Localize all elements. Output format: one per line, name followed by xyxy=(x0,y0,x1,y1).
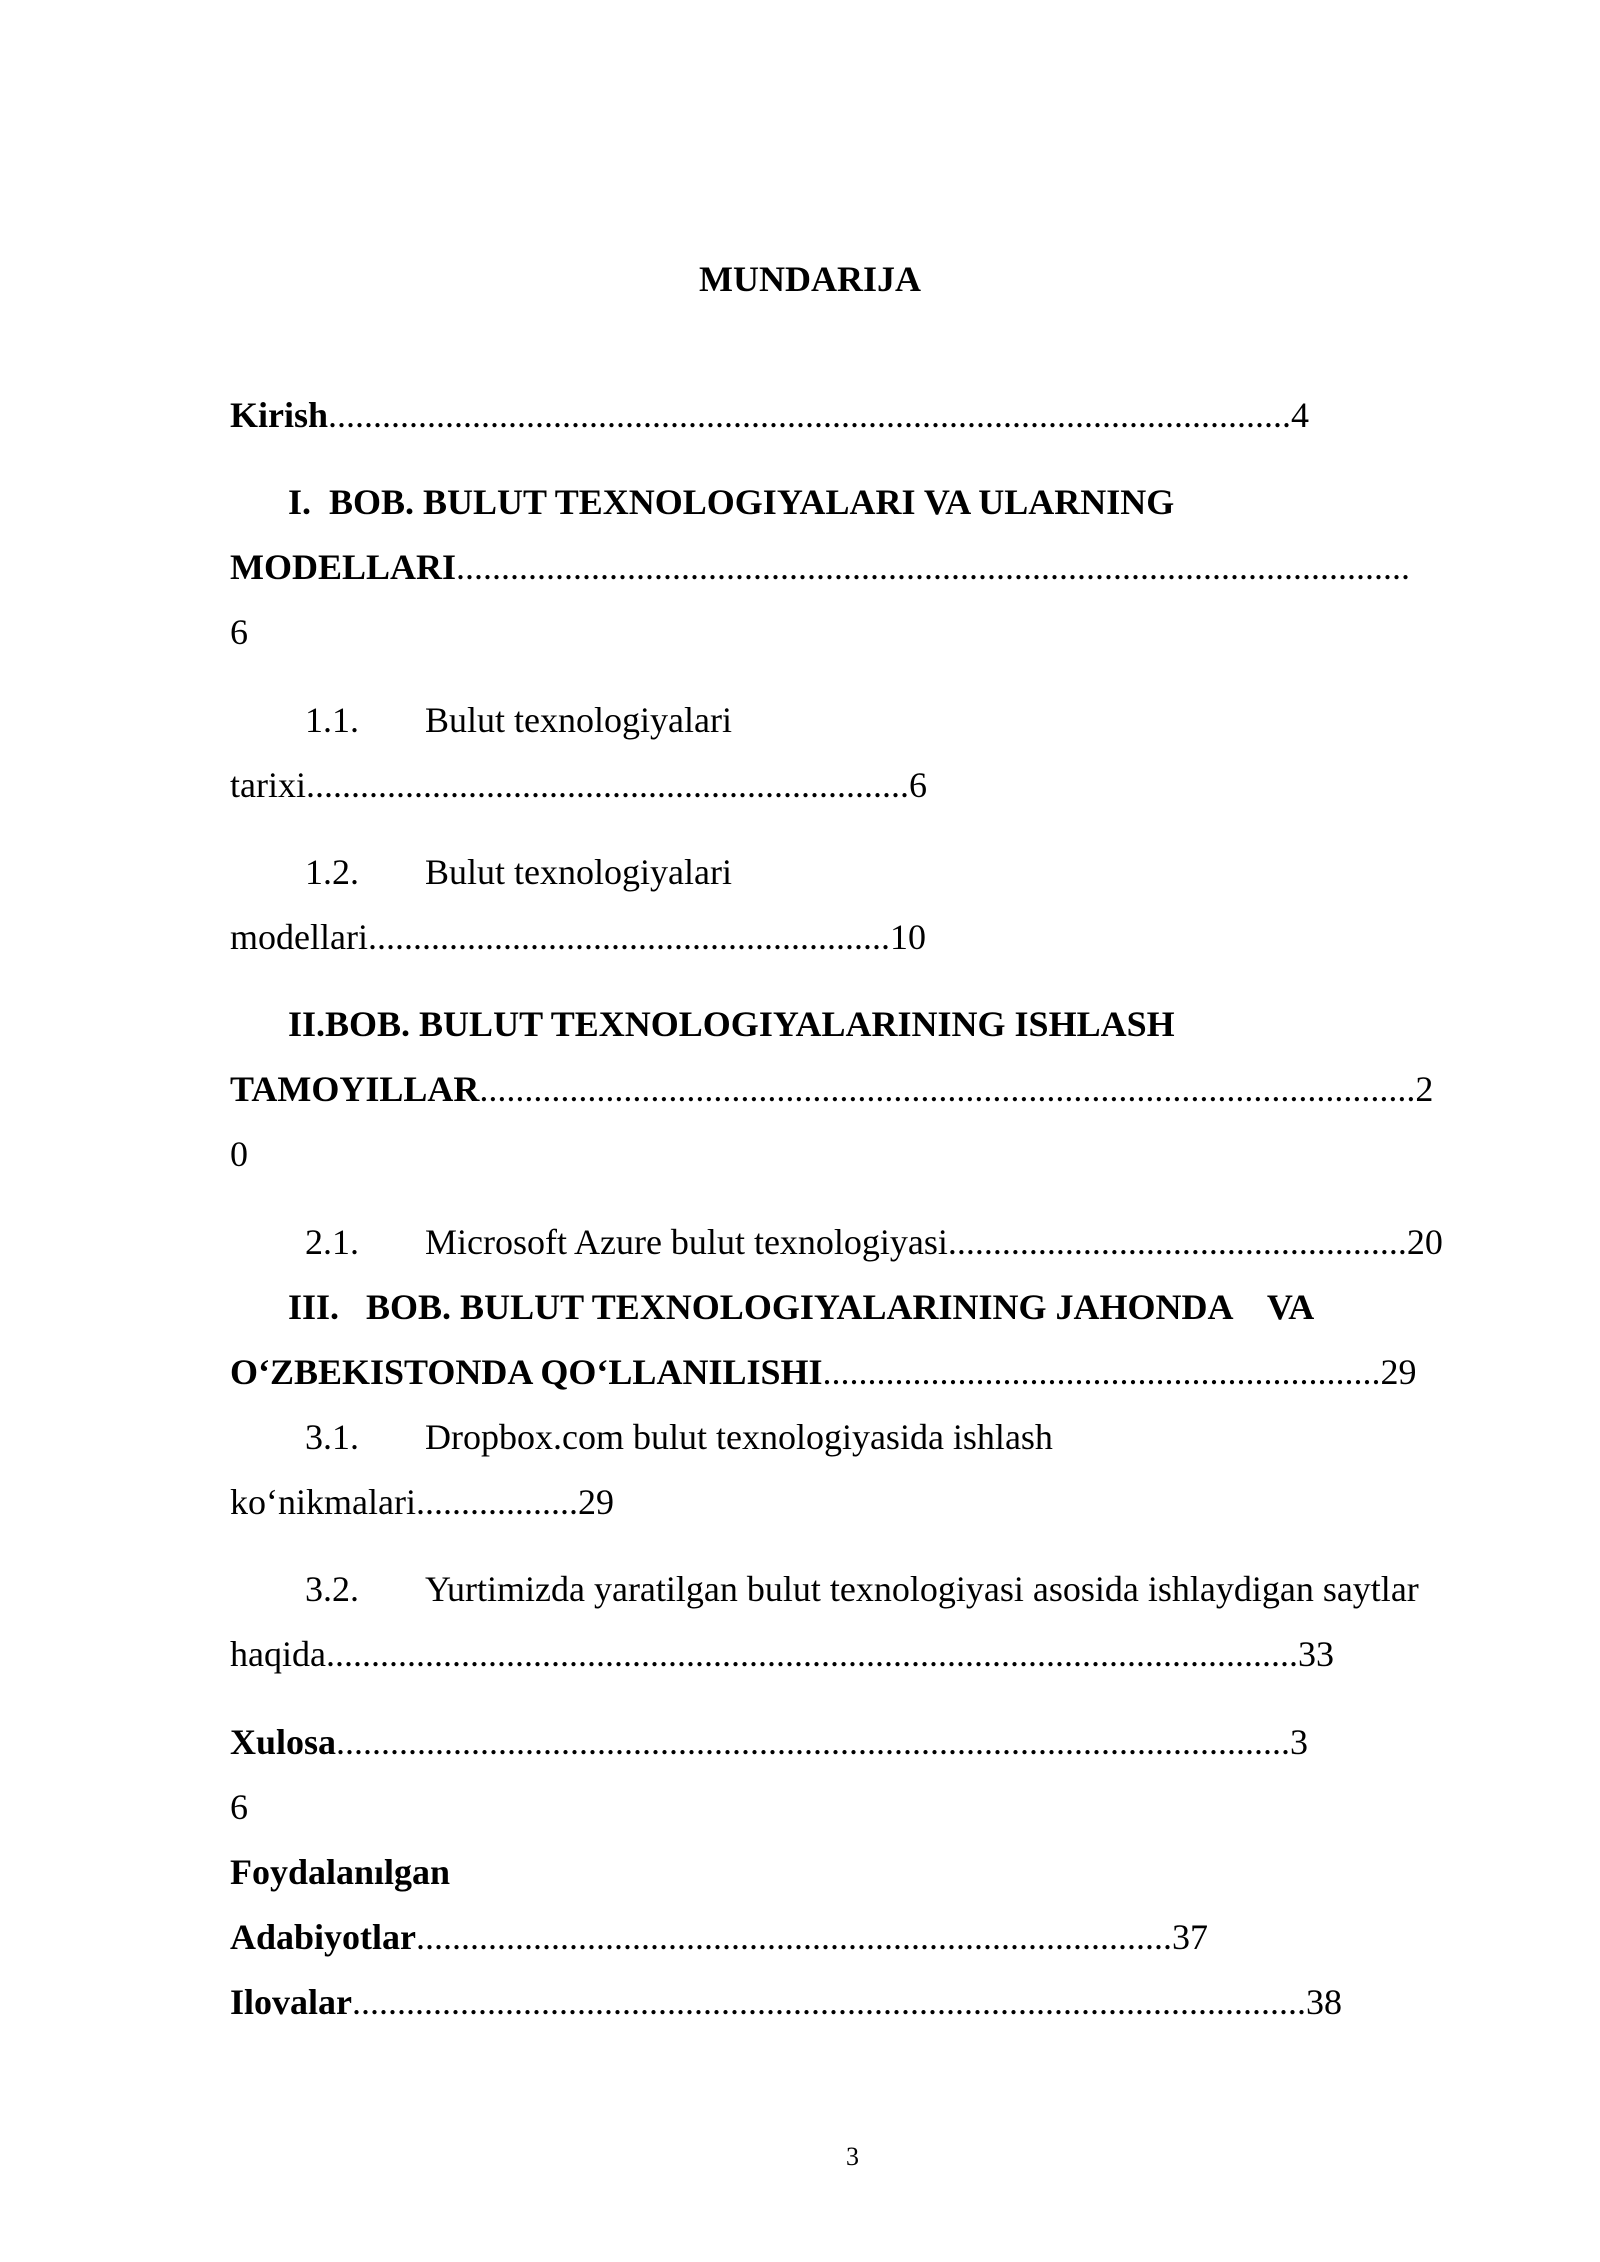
toc-section-1-1 xyxy=(305,698,732,742)
toc-section-3-1-cont xyxy=(230,1480,614,1524)
toc-entry-text: haqida xyxy=(230,1634,326,1674)
toc-leader: .......................................................................................................... xyxy=(456,547,1411,587)
toc-entry-text: Bulut texnologiyalari xyxy=(425,700,732,740)
toc-entry-text: MODELLARI xyxy=(230,547,457,587)
toc-entry-references: Foydalanılgan xyxy=(230,1852,451,1892)
toc-entry-xulosa xyxy=(230,1720,1308,1764)
toc-page-number: 20 xyxy=(1406,1222,1443,1262)
toc-entry-text: TAMOYILLAR xyxy=(230,1069,480,1109)
toc-chapter-3-heading: III. BOB. BULUT TEXNOLOGIYALARINING JAHONDA VA xyxy=(288,1287,1315,1327)
toc-page-number: 10 xyxy=(889,917,926,957)
toc-leader: ................................................... xyxy=(947,1222,1407,1262)
toc-leader: ........................................................................................................... xyxy=(328,395,1292,435)
toc-leader: ................................................................... xyxy=(305,765,909,805)
toc-section-2-1 xyxy=(305,1220,1443,1264)
toc-entry-text: modellari xyxy=(230,917,368,957)
toc-section-3-1 xyxy=(305,1415,1053,1459)
toc-chapter-3-heading-cont xyxy=(230,1350,1417,1394)
toc-chapter-2-heading: II.BOB. BULUT TEXNOLOGIYALARINING ISHLASH xyxy=(288,1004,1175,1044)
document-title: MUNDARIJA xyxy=(699,259,921,299)
toc-chapter-1-heading-cont xyxy=(230,545,1410,589)
toc-section-number: 3.2. xyxy=(305,1569,359,1609)
toc-page-number: 4 xyxy=(1291,395,1310,435)
toc-section-1-2-cont xyxy=(230,915,926,959)
toc-page-number: 2 xyxy=(1415,1069,1434,1109)
toc-leader: .......................................................................................................... xyxy=(352,1982,1306,2022)
toc-section-number: 3.1. xyxy=(305,1417,359,1457)
toc-chapter-2-heading-cont xyxy=(230,1067,1433,1111)
toc-entry-text: Kirish xyxy=(230,395,329,435)
toc-section-3-2-cont xyxy=(230,1632,1334,1676)
toc-section-number: 1.1. xyxy=(305,700,359,740)
toc-leader: .............................................................. xyxy=(822,1352,1381,1392)
toc-section-1-1-cont xyxy=(230,763,927,807)
toc-page-number-cont: 6 xyxy=(230,1787,248,1827)
toc-leader: .......................................................................................................... xyxy=(336,1722,1291,1762)
toc-page-number: 37 xyxy=(1172,1917,1209,1957)
toc-entry-references-cont xyxy=(230,1915,1208,1959)
toc-leader: ........................................................................................................ xyxy=(479,1069,1416,1109)
toc-page-number: 33 xyxy=(1297,1634,1334,1674)
toc-page-number: 29 xyxy=(1380,1352,1417,1392)
toc-leader: .................................................................................... xyxy=(416,1917,1173,1957)
toc-entry-text: Ilovalar xyxy=(230,1982,352,2022)
toc-entry-text: Dropbox.com bulut texnologiyasida ishlash xyxy=(425,1417,1053,1457)
toc-entry-text: Bulut texnologiyalari xyxy=(425,852,732,892)
toc-entry-text: Microsoft Azure bulut texnologiyasi xyxy=(425,1222,948,1262)
toc-page-number-cont: 0 xyxy=(230,1134,248,1174)
toc-section-1-2 xyxy=(305,850,732,894)
toc-page-number: 29 xyxy=(577,1482,614,1522)
toc-page-number: 6 xyxy=(908,765,927,805)
toc-entry-text: tarixi xyxy=(230,765,306,805)
toc-leader: ............................................................................................................ xyxy=(325,1634,1298,1674)
toc-entry-text: Adabiyotlar xyxy=(230,1917,417,1957)
toc-page-number: 3 xyxy=(1290,1722,1309,1762)
toc-page-number: 38 xyxy=(1306,1982,1342,2022)
toc-section-number: 2.1. xyxy=(305,1222,359,1262)
toc-entry-text: ko‘nikmalari xyxy=(230,1482,416,1522)
toc-entry-text: O‘ZBEKISTONDA QO‘LLANILISHI xyxy=(230,1352,823,1392)
toc-leader: .......................................................... xyxy=(367,917,890,957)
toc-entry-text: Xulosa xyxy=(230,1722,337,1762)
page-number: 3 xyxy=(846,2142,859,2171)
toc-section-number: 1.2. xyxy=(305,852,359,892)
toc-chapter-1-heading: I. BOB. BULUT TEXNOLOGIYALARI VA ULARNING xyxy=(288,482,1175,522)
toc-entry-ilovalar xyxy=(230,1980,1342,2024)
toc-leader: .................. xyxy=(415,1482,578,1522)
toc-page-number: 6 xyxy=(230,612,248,652)
toc-entry-kirish xyxy=(230,393,1309,437)
toc-section-3-2 xyxy=(305,1567,1419,1611)
toc-entry-text: Yurtimizda yaratilgan bulut texnologiyasi asosida ishlaydigan saytlar xyxy=(425,1569,1419,1609)
